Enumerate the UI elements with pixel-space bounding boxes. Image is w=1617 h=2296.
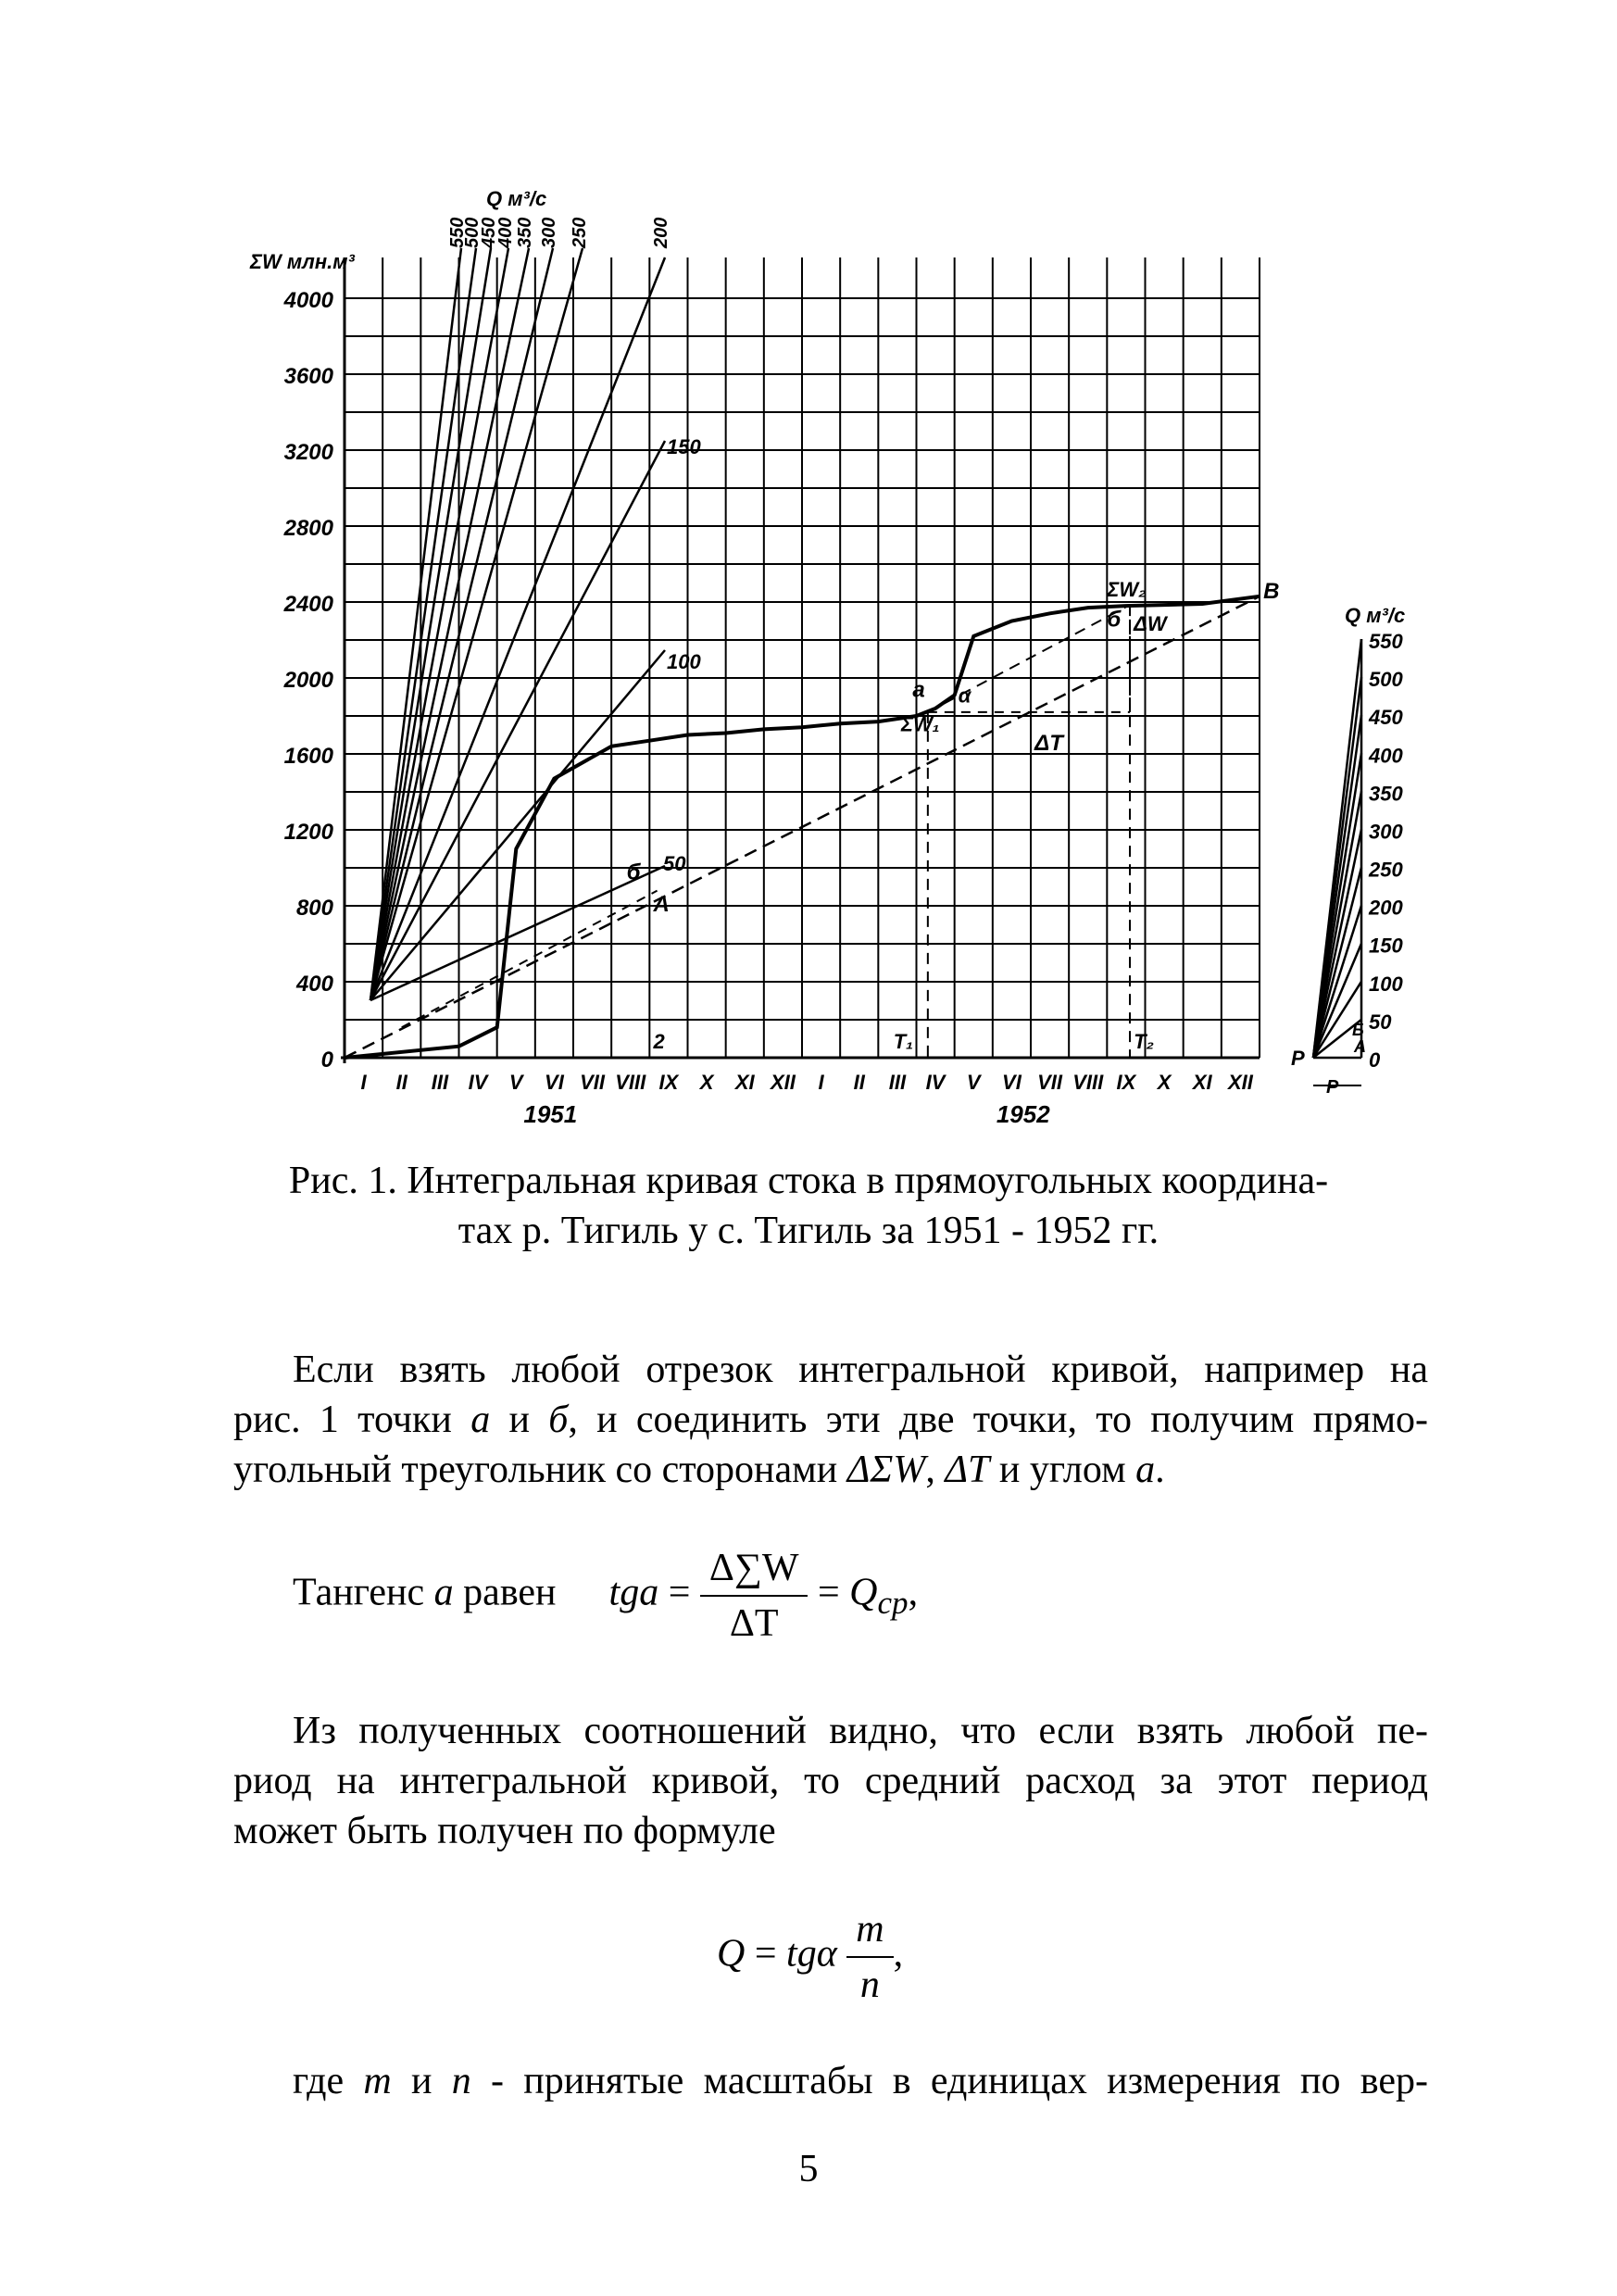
y-axis-title: ΣW млн.м³ — [250, 250, 355, 273]
scale-fraction: $\frac{m}{n}$ — [846, 1902, 893, 2012]
label-alpha: α — [958, 684, 971, 708]
fan-ray-250 — [370, 248, 583, 1000]
right-scale-label: 50 — [1369, 1010, 1392, 1034]
right-scale-label: 250 — [1369, 858, 1403, 882]
page-number: 5 — [798, 2148, 819, 2190]
label-two: 2 — [653, 1030, 665, 1053]
right-scale-label: 450 — [1369, 706, 1403, 730]
caption-line-1: Рис. 1. Интегральная кривая стока в прямоугольных координа- — [288, 1160, 1329, 1202]
p2-line-1: Из полученных соотношений видно, что если взять любой пе- — [293, 1710, 1428, 1752]
right-scale-label: 400 — [1369, 744, 1403, 768]
month-tick-label: XII — [1227, 1071, 1253, 1094]
month-tick-label: XI — [734, 1071, 755, 1094]
p-bracket-label: P — [1326, 1077, 1339, 1098]
q-mean: Q — [849, 1571, 878, 1614]
point-a-ref: а — [470, 1399, 491, 1441]
tangent-formula: Тангенс a равен tga = $\frac{\Delta\sum W}{\Delta T}$ = $Q_{ср}$, — [293, 1541, 918, 1650]
month-tick-label: VIII — [1072, 1071, 1104, 1094]
month-tick-label: VI — [1002, 1071, 1022, 1094]
label-a: а — [912, 677, 925, 703]
y-tick-label: 2800 — [283, 516, 333, 541]
year-label-1951: 1951 — [523, 1100, 578, 1128]
angle-a: a — [1135, 1449, 1156, 1491]
year-label-1952: 1952 — [996, 1100, 1050, 1128]
delta-sum-w: ΔΣW — [846, 1449, 926, 1491]
p2-line-2: риод на интегральной кривой, то средний расход за этот период — [233, 1760, 1428, 1802]
y-tick-label: 1200 — [283, 820, 333, 845]
right-scale-label: 300 — [1369, 820, 1403, 844]
fan-ray-300 — [370, 248, 553, 1000]
y-tick-label: 4000 — [283, 288, 333, 313]
fan-top-label: 200 — [651, 217, 671, 248]
label-dt: ΔT — [1034, 730, 1063, 756]
month-tick-label: XI — [1192, 1071, 1212, 1094]
right-scale-title: Q м³/с — [1345, 604, 1406, 627]
figure-caption — [0, 1156, 1617, 1256]
month-tick-label: I — [818, 1071, 824, 1094]
point-b-ref: б — [548, 1399, 569, 1441]
label-A: А — [653, 892, 670, 918]
right-scale-label: 500 — [1369, 668, 1403, 692]
integral-runoff-chart — [0, 0, 1617, 1139]
right-scale-label: 150 — [1369, 934, 1403, 958]
fan-ray-350 — [370, 248, 529, 1000]
tga-lhs: tga — [608, 1571, 659, 1614]
label-T1: T₁ — [893, 1030, 913, 1053]
tangent-fraction: $\frac{\Delta\sum W}{\Delta T}$ — [700, 1541, 808, 1650]
fan-top-label: 550 — [447, 217, 468, 248]
month-tick-label: IV — [925, 1071, 946, 1094]
fan-label-150: 150 — [667, 435, 701, 458]
fan-top-label: 450 — [479, 217, 499, 248]
month-tick-label: III — [431, 1071, 449, 1094]
fan-label-100: 100 — [667, 650, 701, 673]
month-tick-label: IX — [658, 1071, 679, 1094]
p2-line-3: может быть получен по формуле — [233, 1810, 776, 1852]
month-tick-label: IX — [1116, 1071, 1136, 1094]
right-scale — [1313, 639, 1361, 1085]
y-tick-label: 2000 — [283, 668, 333, 693]
label-sw2: ΣW₂ — [1107, 577, 1147, 601]
fan-ray-100 — [370, 650, 665, 1000]
month-tick-label: I — [360, 1071, 367, 1094]
month-tick-label: II — [853, 1071, 865, 1094]
month-tick-label: VII — [580, 1071, 606, 1094]
right-scale-label: 0 — [1369, 1048, 1381, 1072]
month-tick-label: XII — [770, 1071, 796, 1094]
label-sw1: ΣW₁ — [901, 712, 940, 736]
label-T2: T₂ — [1134, 1030, 1154, 1053]
y-tick-label: 3200 — [283, 440, 333, 465]
month-tick-label: IV — [468, 1071, 488, 1094]
fan-top-title: Q м³/с — [486, 187, 547, 210]
fan-top-label: 350 — [515, 217, 535, 248]
discharge-formula: Q = tgα $\frac{m}{n}$ , — [717, 1902, 903, 2012]
fan-ray-400 — [370, 248, 508, 1000]
month-tick-label: II — [395, 1071, 407, 1094]
label-b-low: б — [626, 859, 641, 885]
paragraph-1: Если взять любой отрезок интегральной кривой, например на рис. 1 точки а и б, и соединить эти две точки, то получим прямо- угольный треугольник со сторонами ΔΣW, ΔT и углом a. — [233, 1349, 1429, 1491]
label-B: В — [1263, 578, 1280, 604]
right-scale-a: А — [1354, 1037, 1366, 1056]
y-tick-label: 800 — [295, 896, 333, 921]
month-tick-label: V — [966, 1071, 981, 1094]
y-tick-label: 1600 — [283, 744, 333, 769]
fan-top-label: 300 — [539, 217, 559, 248]
fan-top-label: 500 — [462, 217, 483, 248]
fan-ray-500 — [370, 248, 476, 1000]
month-tick-label: X — [1157, 1071, 1172, 1094]
y-tick-label: 0 — [320, 1048, 333, 1073]
paragraph-2 — [233, 1706, 1428, 1856]
line-A-B-short — [402, 891, 658, 1028]
delta-t: ΔT — [945, 1449, 990, 1491]
right-scale-label: 550 — [1369, 630, 1403, 653]
fan-top-label: 400 — [495, 217, 516, 248]
month-tick-label: III — [888, 1071, 907, 1094]
chart-grid — [341, 257, 1260, 1063]
month-tick-label: VII — [1037, 1071, 1063, 1094]
fan-label-50: 50 — [663, 852, 686, 875]
month-tick-label: V — [508, 1071, 523, 1094]
fan-top-label: 250 — [570, 217, 590, 248]
month-tick-label: X — [699, 1071, 714, 1094]
paragraph-3: где m и n - принятые масштабы в единицах измерения по вер- — [293, 2060, 1428, 2102]
right-scale-label: 200 — [1369, 896, 1403, 920]
right-scale-b: Б — [1352, 1021, 1364, 1039]
y-tick-label: 2400 — [283, 592, 333, 617]
y-tick-label: 400 — [295, 972, 333, 997]
right-scale-label: 350 — [1369, 782, 1403, 806]
month-tick-label: VI — [545, 1071, 564, 1094]
y-tick-label: 3600 — [283, 364, 333, 389]
caption-line-2: тах р. Тигиль у с. Тигиль за 1951 - 1952 гг. — [458, 1210, 1159, 1252]
flow-fan — [370, 248, 665, 1000]
label-dw: ΔW — [1134, 611, 1167, 635]
label-b-top: б — [1107, 607, 1122, 633]
right-scale-label: 100 — [1369, 972, 1403, 996]
right-scale-P: P — [1291, 1047, 1305, 1070]
month-tick-label: VIII — [615, 1071, 646, 1094]
p1-line-1: Если взять любой отрезок интегральной кривой, например на — [293, 1349, 1428, 1391]
